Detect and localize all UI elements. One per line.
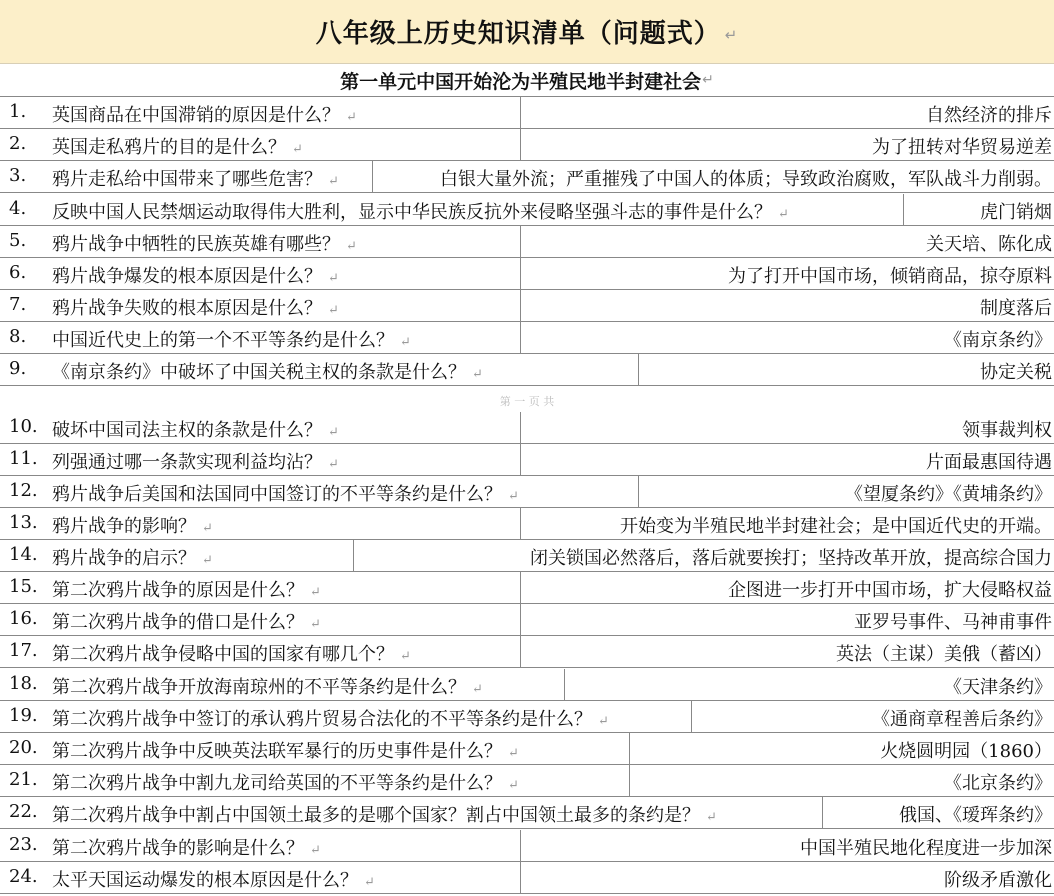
- question-row: [0, 226, 1054, 258]
- question-text: 鸦片战争后美国和法国同中国签订的不平等条约是什么？ ↵: [52, 484, 519, 505]
- question-row: [0, 669, 1054, 701]
- column-divider: [520, 412, 521, 443]
- question-row: [0, 797, 1054, 829]
- paragraph-mark-icon: ↵: [328, 174, 339, 189]
- paragraph-mark-icon: ↵: [310, 843, 321, 858]
- question-row: [0, 508, 1054, 540]
- column-divider: [520, 322, 521, 353]
- question-text: 第二次鸦片战争中签订的承认鸦片贸易合法化的不平等条约是什么？ ↵: [52, 709, 609, 730]
- column-divider: [353, 540, 354, 571]
- question-text: 鸦片战争的影响？ ↵: [52, 516, 213, 537]
- column-divider: [520, 97, 521, 128]
- question-row: [0, 161, 1054, 193]
- paragraph-mark-icon: ↵: [508, 746, 519, 761]
- answer-text: 为了打开中国市场，倾销商品，掠夺原料: [728, 266, 1052, 287]
- question-text: 第二次鸦片战争开放海南琼州的不平等条约是什么？ ↵: [52, 677, 483, 698]
- column-divider: [520, 636, 521, 667]
- column-divider: [520, 508, 521, 539]
- page-break: [0, 394, 1054, 410]
- answer-text: 领事裁判权: [962, 420, 1052, 441]
- paragraph-mark-icon: ↵: [364, 875, 375, 890]
- question-number: 7.: [9, 294, 27, 315]
- paragraph-mark-icon: ↵: [202, 521, 213, 536]
- answer-text: 为了扭转对华贸易逆差: [872, 137, 1052, 158]
- question-row: [0, 862, 1054, 894]
- answer-text: 协定关税: [980, 362, 1052, 383]
- question-number: 6.: [9, 262, 27, 283]
- question-row: [0, 412, 1054, 444]
- question-number: 4.: [9, 198, 27, 219]
- question-number: 20.: [9, 737, 38, 758]
- question-row: [0, 701, 1054, 733]
- column-divider: [629, 765, 630, 796]
- question-number: 2.: [9, 133, 27, 154]
- column-divider: [691, 701, 692, 732]
- answer-text: 中国半殖民地化程度进一步加深: [800, 838, 1052, 859]
- paragraph-mark-icon: ↵: [328, 271, 339, 286]
- question-text: 鸦片战争中牺牲的民族英雄有哪些？ ↵: [52, 234, 357, 255]
- paragraph-mark-icon: ↵: [598, 714, 609, 729]
- question-text: 英国商品在中国滞销的原因是什么？ ↵: [52, 105, 357, 126]
- question-number: 13.: [9, 512, 38, 533]
- question-row: [0, 444, 1054, 476]
- question-number: 23.: [9, 834, 38, 855]
- question-row: [0, 572, 1054, 604]
- answer-text: 《南京条约》: [944, 330, 1052, 351]
- column-divider: [638, 354, 639, 385]
- question-text: 鸦片走私给中国带来了哪些危害？ ↵: [52, 169, 339, 190]
- answer-text: 《望厦条约》《黄埔条约》: [845, 484, 1052, 505]
- question-row: [0, 290, 1054, 322]
- question-number: 22.: [9, 801, 38, 822]
- paragraph-mark-icon: ↵: [328, 425, 339, 440]
- question-row: [0, 476, 1054, 508]
- unit-heading: [0, 64, 1054, 97]
- question-number: 11.: [9, 448, 38, 469]
- answer-text: 制度落后: [980, 298, 1052, 319]
- question-row: [0, 129, 1054, 161]
- question-number: 10.: [9, 416, 38, 437]
- question-text: 鸦片战争爆发的根本原因是什么？ ↵: [52, 266, 339, 287]
- question-number: 8.: [9, 326, 27, 347]
- column-divider: [629, 733, 630, 764]
- answer-text: 关天培、陈化成: [926, 234, 1052, 255]
- column-divider: [520, 290, 521, 321]
- document-title: [0, 0, 1054, 64]
- question-number: 1.: [9, 101, 27, 122]
- question-text: 第二次鸦片战争侵略中国的国家有哪几个？ ↵: [52, 644, 411, 665]
- question-text: 《南京条约》中破坏了中国关税主权的条款是什么？ ↵: [52, 362, 483, 383]
- paragraph-mark-icon: ↵: [346, 110, 357, 125]
- paragraph-mark-icon: ↵: [310, 617, 321, 632]
- answer-text: 亚罗号事件、马神甫事件: [854, 612, 1052, 633]
- question-number: 21.: [9, 769, 38, 790]
- question-text: 鸦片战争失败的根本原因是什么？ ↵: [52, 298, 339, 319]
- paragraph-mark-icon: ↵: [778, 207, 789, 222]
- paragraph-mark-icon: ↵: [346, 239, 357, 254]
- title-text: 八年级上历史知识清单（问题式）: [315, 19, 721, 49]
- column-divider: [520, 604, 521, 635]
- question-text: 第二次鸦片战争中反映英法联军暴行的历史事件是什么？ ↵: [52, 741, 519, 762]
- paragraph-mark-icon: ↵: [508, 778, 519, 793]
- question-number: 15.: [9, 576, 38, 597]
- paragraph-mark-icon: ↵: [400, 649, 411, 664]
- column-divider: [638, 476, 639, 507]
- unit-heading-text: 第一单元中国开始沦为半殖民地半封建社会: [340, 70, 702, 93]
- column-divider: [520, 444, 521, 475]
- column-divider: [564, 669, 565, 700]
- question-text: 第二次鸦片战争中割九龙司给英国的不平等条约是什么？ ↵: [52, 773, 519, 794]
- column-divider: [520, 258, 521, 289]
- question-number: 14.: [9, 544, 38, 565]
- paragraph-mark-icon: ↵: [328, 303, 339, 318]
- question-row: [0, 830, 1054, 862]
- paragraph-mark-icon: ↵: [508, 489, 519, 504]
- question-text: 第二次鸦片战争的借口是什么？ ↵: [52, 612, 321, 633]
- answer-text: 虎门销烟: [980, 202, 1052, 223]
- question-text: 中国近代史上的第一个不平等条约是什么？ ↵: [52, 330, 411, 351]
- page-separator-text: 第 一 页 共: [499, 395, 555, 408]
- column-divider: [822, 797, 823, 828]
- question-number: 5.: [9, 230, 27, 251]
- paragraph-mark-icon: ↵: [724, 25, 739, 44]
- question-row: [0, 322, 1054, 354]
- question-text: 鸦片战争的启示？ ↵: [52, 548, 213, 569]
- column-divider: [903, 194, 904, 225]
- paragraph-mark-icon: ↵: [702, 72, 714, 88]
- question-row: [0, 194, 1054, 226]
- question-text: 列强通过哪一条款实现利益均沾？ ↵: [52, 452, 339, 473]
- question-text: 第二次鸦片战争的原因是什么？ ↵: [52, 580, 321, 601]
- question-number: 3.: [9, 165, 27, 186]
- paragraph-mark-icon: ↵: [292, 142, 303, 157]
- paragraph-mark-icon: ↵: [202, 553, 213, 568]
- question-row: [0, 354, 1054, 386]
- column-divider: [520, 129, 521, 160]
- answer-text: 企图进一步打开中国市场，扩大侵略权益: [728, 580, 1052, 601]
- question-text: 第二次鸦片战争中割占中国领土最多的是哪个国家？割占中国领土最多的条约是？ ↵: [52, 805, 717, 826]
- question-number: 24.: [9, 866, 38, 887]
- answer-text: 英法（主谋）美俄（蓄凶）: [836, 644, 1052, 665]
- column-divider: [520, 226, 521, 257]
- question-text: 第二次鸦片战争的影响是什么？ ↵: [52, 838, 321, 859]
- answer-text: 俄国、《瑷珲条约》: [899, 805, 1052, 826]
- question-row: [0, 636, 1054, 668]
- question-row: [0, 97, 1054, 129]
- paragraph-mark-icon: ↵: [706, 810, 717, 825]
- answer-text: 白银大量外流；严重摧残了中国人的体质；导致政治腐败，军队战斗力削弱。: [440, 169, 1052, 190]
- answer-text: 阶级矛盾激化: [944, 870, 1052, 891]
- answer-text: 闭关锁国必然落后，落后就要挨打；坚持改革开放，提高综合国力: [530, 548, 1052, 569]
- answer-text: 《通商章程善后条约》: [872, 709, 1052, 730]
- question-number: 19.: [9, 705, 38, 726]
- paragraph-mark-icon: ↵: [310, 585, 321, 600]
- answer-text: 火烧圆明园（1860）: [880, 741, 1052, 762]
- column-divider: [520, 830, 521, 861]
- question-text: 太平天国运动爆发的根本原因是什么？ ↵: [52, 870, 375, 891]
- question-row: [0, 733, 1054, 765]
- column-divider: [520, 572, 521, 603]
- answer-text: 片面最惠国待遇: [926, 452, 1052, 473]
- question-row: [0, 540, 1054, 572]
- answer-text: 开始变为半殖民地半封建社会；是中国近代史的开端。: [620, 516, 1052, 537]
- question-text: 英国走私鸦片的目的是什么？ ↵: [52, 137, 303, 158]
- column-divider: [520, 862, 521, 893]
- answer-text: 《北京条约》: [944, 773, 1052, 794]
- paragraph-mark-icon: ↵: [472, 682, 483, 697]
- answer-text: 《天津条约》: [944, 677, 1052, 698]
- question-number: 16.: [9, 608, 38, 629]
- paragraph-mark-icon: ↵: [328, 457, 339, 472]
- answer-text: 自然经济的排斥: [926, 105, 1052, 126]
- question-text: 破坏中国司法主权的条款是什么？ ↵: [52, 420, 339, 441]
- question-row: [0, 258, 1054, 290]
- question-row: [0, 765, 1054, 797]
- question-number: 17.: [9, 640, 38, 661]
- column-divider: [372, 161, 373, 192]
- question-text: 反映中国人民禁烟运动取得伟大胜利，显示中华民族反抗外来侵略坚强斗志的事件是什么？ ↵: [52, 202, 789, 223]
- paragraph-mark-icon: ↵: [472, 367, 483, 382]
- question-number: 9.: [9, 358, 27, 379]
- question-row: [0, 604, 1054, 636]
- paragraph-mark-icon: ↵: [400, 335, 411, 350]
- question-number: 18.: [9, 673, 38, 694]
- question-number: 12.: [9, 480, 38, 501]
